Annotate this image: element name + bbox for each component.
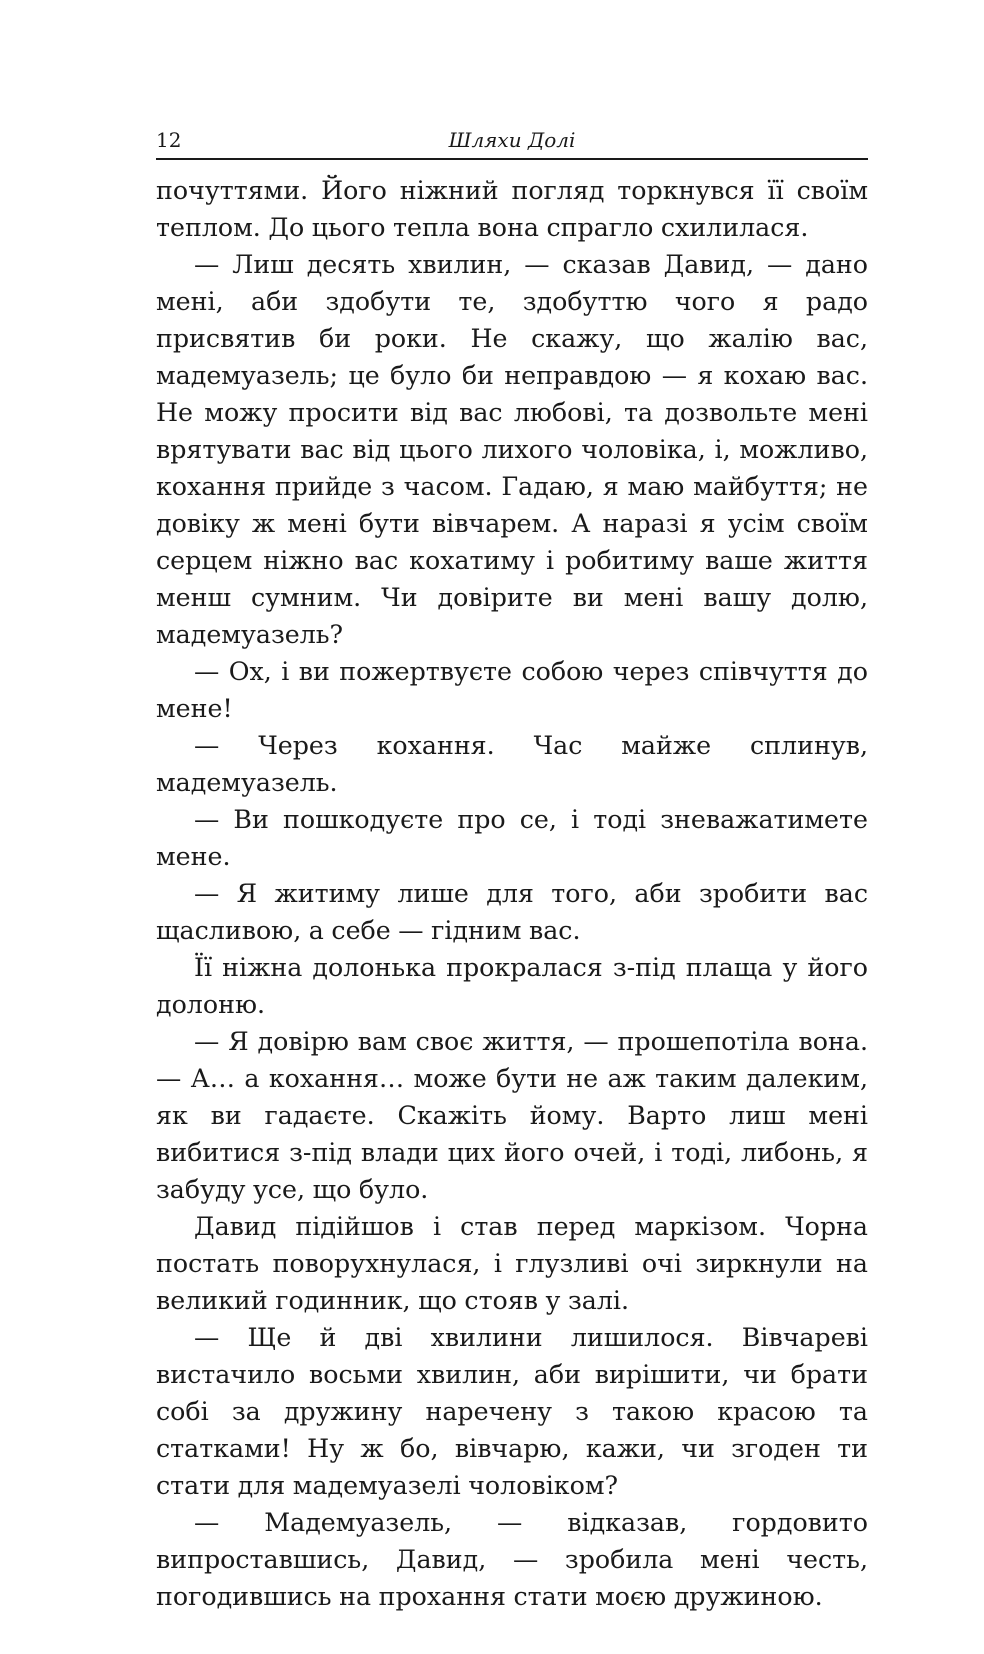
- paragraph: Давид підійшов і став перед маркізом. Чорна постать поворухнулася, і глузливі очі зиркнули на великий годинник, що стояв у залі.: [156, 1212, 868, 1315]
- paragraph: — Я довірю вам своє життя, — прошепотіла вона. — А… а кохання… може бути не аж таким далеким, як ви гадаєте. Скажіть йому. Варто лиш мені вибитися з-під влади цих його очей, і тоді, либонь, я забуду усе, що було.: [156, 1027, 868, 1204]
- paragraph: — Ви пошкодуєте про се, і тоді зневажатимете мене.: [156, 805, 868, 871]
- page-number: 12: [156, 128, 182, 152]
- paragraph: — Ще й дві хвилини лишилося. Вівчареві вистачило восьми хвилин, аби вирішити, чи брати собі за дружину наречену з такою красою та статками! Ну ж бо, вівчарю, кажи, чи згоден ти стати для мадемуазелі чоловіком?: [156, 1323, 868, 1500]
- paragraph: — Ох, і ви пожертвуєте собою через співчуття до мене!: [156, 657, 868, 723]
- running-header: [156, 118, 868, 160]
- paragraph: почуттями. Його ніжний погляд торкнувся її своїм теплом. До цього тепла вона спрагло схилилася.: [156, 176, 868, 242]
- paragraph: — Через кохання. Час майже сплинув, мадемуазель.: [156, 731, 868, 797]
- body-text: [156, 172, 868, 1615]
- paragraph: — Лиш десять хвилин, — сказав Давид, — дано мені, аби здобути те, здобуттю чого я радо присвятив би роки. Не скажу, що жалію вас, мадемуазель; це було би неправдою — я кохаю вас. Не можу просити від вас любові, та дозвольте мені врятувати вас від цього лихого чоловіка, і, можливо, кохання прийде з часом. Гадаю, я маю майбуття; не довіку ж мені бути вівчарем. А наразі я усім своїм серцем ніжно вас кохатиму і робитиму ваше життя менш сумним. Чи довірите ви мені вашу долю, мадемуазель?: [156, 250, 868, 649]
- paragraph: Її ніжна долонька прокралася з-під плаща у його долоню.: [156, 953, 868, 1019]
- paragraph: — Мадемуазель, — відказав, гордовито випроставшись, Давид, — зробила мені честь, погодившись на прохання стати моєю дружиною.: [156, 1508, 868, 1611]
- paragraph: — Я житиму лише для того, аби зробити вас щасливою, а себе — гідним вас.: [156, 879, 868, 945]
- running-title: Шляхи Долі: [448, 128, 576, 152]
